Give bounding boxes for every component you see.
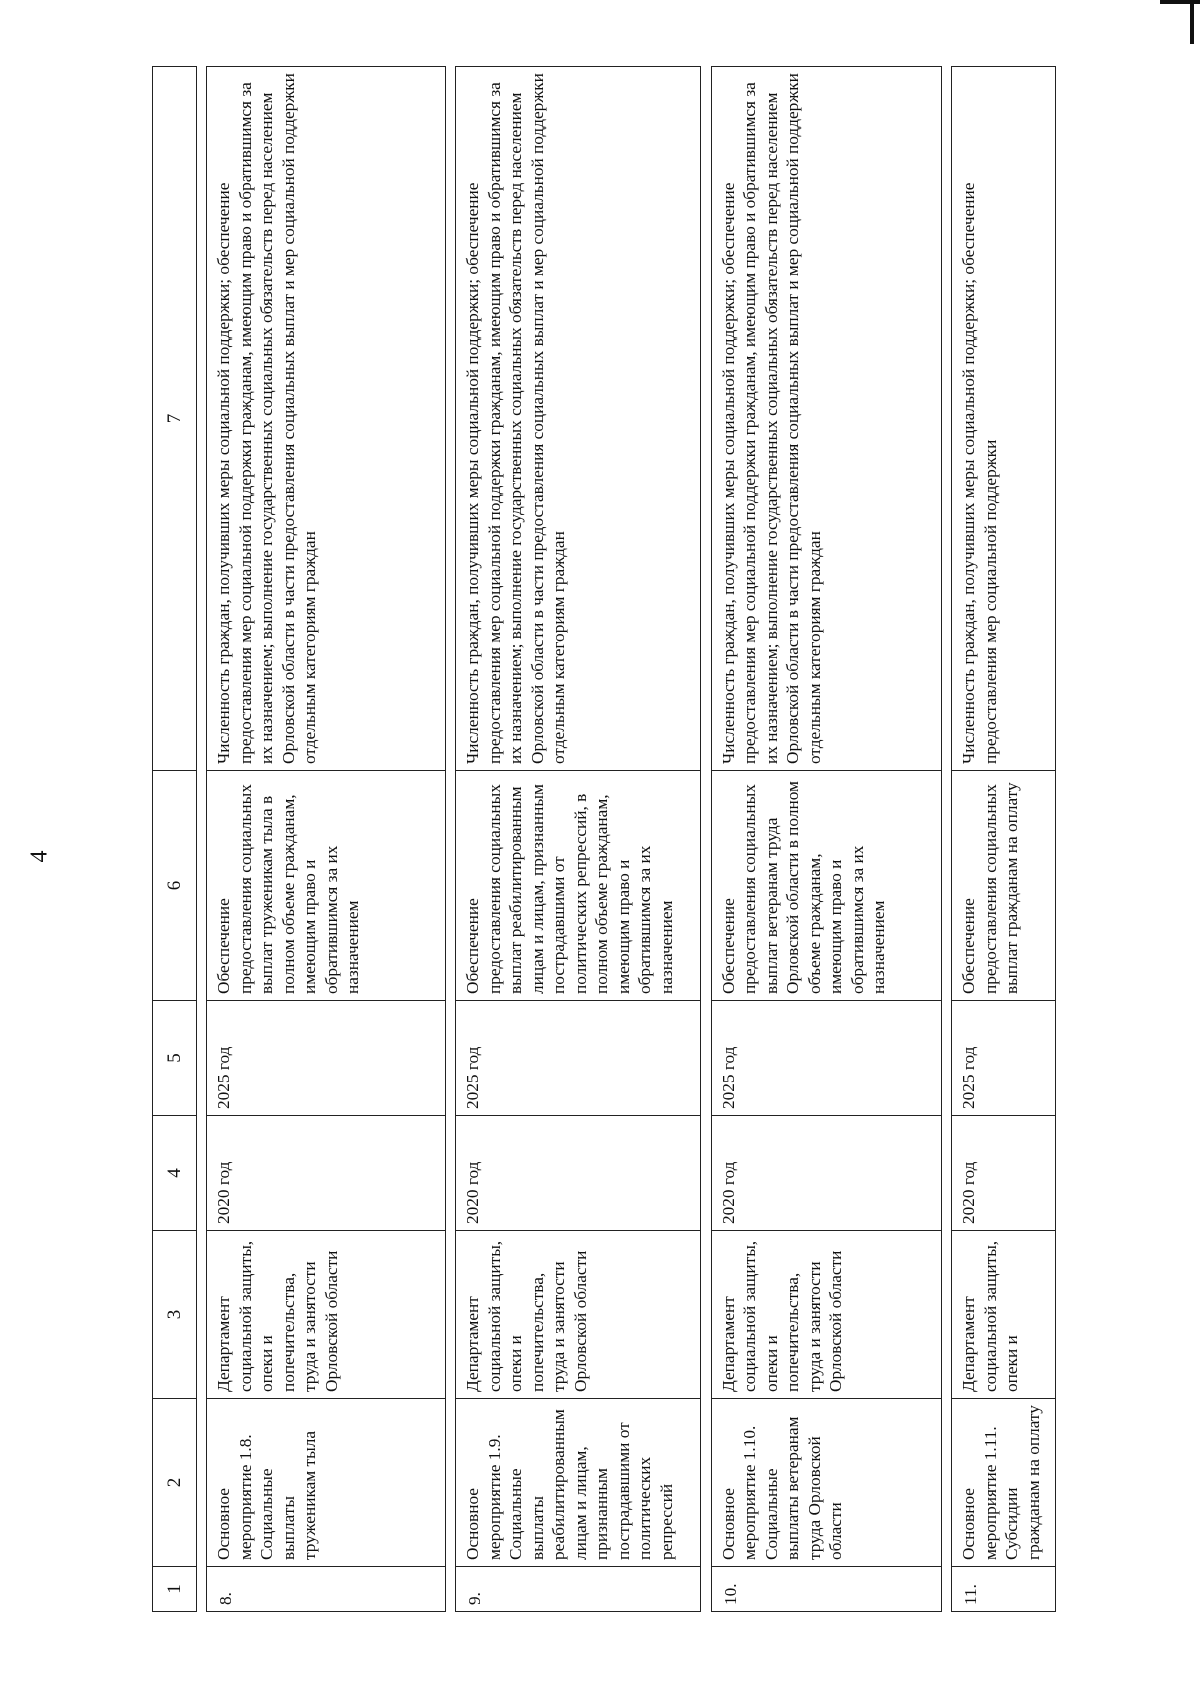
start-year: 2020 год	[711, 1116, 941, 1231]
column-header: 2	[153, 1399, 197, 1567]
table-spacer	[701, 67, 711, 1612]
rotated-table-container	[152, 67, 1056, 1612]
event-name: Основное мероприятие 1.10. Социальные выплаты ветеранам труда Орловской области	[711, 1399, 941, 1567]
page-number: 4	[26, 850, 53, 863]
executor: Департамент социальной защиты, опеки и	[952, 1231, 1056, 1399]
start-year: 2020 год	[456, 1116, 701, 1231]
executor: Департамент социальной защиты, опеки и попечительства, труда и занятости Орловской области	[456, 1231, 701, 1399]
column-header: 1	[153, 1567, 197, 1612]
executor: Департамент социальной защиты, опеки и попечительства, труда и занятости Орловской области	[711, 1231, 941, 1399]
table-row	[456, 67, 701, 1612]
row-number: 11.	[952, 1567, 1056, 1612]
column-header: 5	[153, 1001, 197, 1116]
table-row	[952, 67, 1056, 1612]
end-year: 2025 год	[952, 1001, 1056, 1116]
event-name: Основное мероприятие 1.9. Социальные выплаты реабилитированным лицам и лицам, признанным пострадавшими от политических репрессий	[456, 1399, 701, 1567]
expected-result: Обеспечение предоставления социальных выплат реабилитированным лицам и лицам, признанным пострадавшими от политических репрессий, в полном объеме гражданам, имеющим право и обратившимся за их назначением	[456, 771, 701, 1001]
event-name: Основное мероприятие 1.11. Субсидии гражданам на оплату	[952, 1399, 1056, 1567]
table-row	[711, 67, 941, 1612]
indicator: Численность граждан, получивших меры социальной поддержки; обеспечение предоставления мер социальной поддержки	[952, 67, 1056, 771]
table-spacer	[445, 67, 455, 1612]
expected-result: Обеспечение предоставления социальных выплат гражданам на оплату	[952, 771, 1056, 1001]
column-header: 3	[153, 1231, 197, 1399]
table-spacer	[941, 67, 951, 1612]
event-name: Основное мероприятие 1.8. Социальные выплаты труженикам тыла	[207, 1399, 446, 1567]
row-number: 10.	[711, 1567, 941, 1612]
indicator: Численность граждан, получивших меры социальной поддержки; обеспечение предоставления мер социальной поддержки гражданам, имеющим право и обратившимся за их назначением; выполнение государственных социальных обязательств перед населением Орловской области в части предоставления социальных выплат и мер социальной поддержки отдельным категориям граждан	[711, 67, 941, 771]
end-year: 2025 год	[456, 1001, 701, 1116]
end-year: 2025 год	[207, 1001, 446, 1116]
start-year: 2020 год	[952, 1116, 1056, 1231]
scan-corner-mark	[1160, 0, 1200, 20]
table-row	[207, 67, 446, 1612]
header-row	[153, 67, 197, 1612]
row-number: 9.	[456, 1567, 701, 1612]
table-spacer	[196, 67, 206, 1612]
indicator: Численность граждан, получивших меры социальной поддержки; обеспечение предоставления мер социальной поддержки гражданам, имеющим право и обратившимся за их назначением; выполнение государственных социальных обязательств перед населением Орловской области в части предоставления социальных выплат и мер социальной поддержки отдельным категориям граждан	[207, 67, 446, 771]
expected-result: Обеспечение предоставления социальных выплат ветеранам труда Орловской области в полном объеме гражданам, имеющим право и обратившимся за их назначением	[711, 771, 941, 1001]
row-number: 8.	[207, 1567, 446, 1612]
program-events-table	[152, 66, 1056, 1612]
indicator: Численность граждан, получивших меры социальной поддержки; обеспечение предоставления мер социальной поддержки гражданам, имеющим право и обратившимся за их назначением; выполнение государственных социальных обязательств перед населением Орловской области в части предоставления социальных выплат и мер социальной поддержки отдельным категориям граждан	[456, 67, 701, 771]
column-header: 6	[153, 771, 197, 1001]
expected-result: Обеспечение предоставления социальных выплат труженикам тыла в полном объеме гражданам, имеющим право и обратившимся за их назначением	[207, 771, 446, 1001]
executor: Департамент социальной защиты, опеки и попечительства, труда и занятости Орловской области	[207, 1231, 446, 1399]
column-header: 7	[153, 67, 197, 771]
column-header: 4	[153, 1116, 197, 1231]
start-year: 2020 год	[207, 1116, 446, 1231]
end-year: 2025 год	[711, 1001, 941, 1116]
